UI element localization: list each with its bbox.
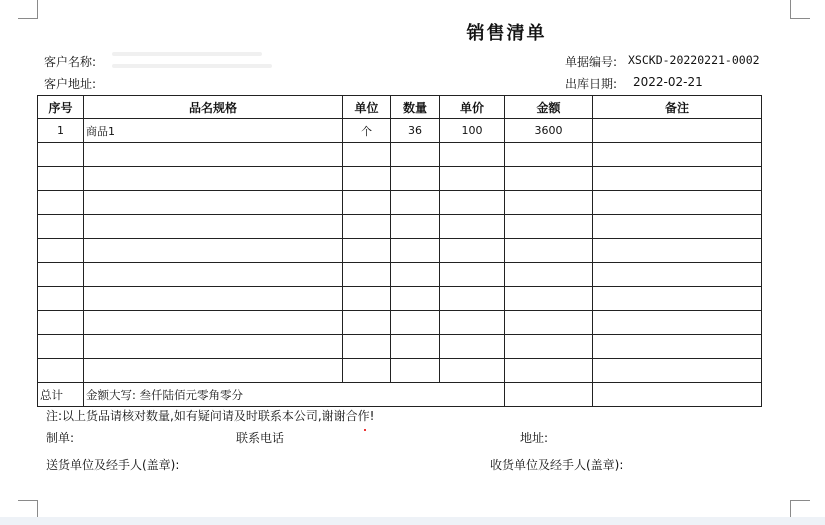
cell-quantity [391, 359, 440, 383]
phone-label: 联系电话 [236, 431, 285, 445]
cell-unit [343, 215, 391, 239]
total-remarks-cell [593, 383, 762, 407]
crop-mark [37, 0, 38, 18]
table-header-row [38, 96, 762, 119]
col-header-quantity: 数量 [391, 96, 440, 119]
total-amount-cell [505, 383, 593, 407]
cell-unit [343, 359, 391, 383]
table-row [38, 119, 762, 143]
col-header-product: 品名规格 [84, 96, 343, 119]
cell-quantity [391, 215, 440, 239]
cell-unit-price: 100 [440, 119, 505, 143]
cell-index [38, 287, 84, 311]
cell-amount [505, 335, 593, 359]
cell-unit: 个 [343, 119, 391, 143]
doc-number-label: 单据编号: [565, 55, 618, 69]
cell-unit [343, 287, 391, 311]
table-row [38, 143, 762, 167]
cell-remarks [593, 167, 762, 191]
amount-in-words: 金额大写: 叁仟陆佰元零角零分 [84, 383, 505, 407]
cell-unit [343, 239, 391, 263]
cell-product [84, 191, 343, 215]
cell-remarks [593, 263, 762, 287]
cell-quantity: 36 [391, 119, 440, 143]
cell-unit-price [440, 143, 505, 167]
cell-product [84, 311, 343, 335]
cell-index [38, 167, 84, 191]
cell-index [38, 215, 84, 239]
cell-amount [505, 287, 593, 311]
cell-index [38, 335, 84, 359]
table-row [38, 335, 762, 359]
window-bottom-strip [0, 517, 825, 525]
col-header-unit-price: 单价 [440, 96, 505, 119]
cell-unit-price [440, 239, 505, 263]
cell-index: 1 [38, 119, 84, 143]
cell-unit [343, 263, 391, 287]
customer-name-redacted [112, 64, 272, 68]
cell-amount [505, 215, 593, 239]
cell-product [84, 359, 343, 383]
cell-unit [343, 167, 391, 191]
col-header-amount: 金额 [505, 96, 593, 119]
cell-remarks [593, 311, 762, 335]
cell-remarks [593, 335, 762, 359]
table-row [38, 287, 762, 311]
cell-unit-price [440, 359, 505, 383]
col-header-remarks: 备注 [593, 96, 762, 119]
doc-number-value: XSCKD-20220221-0002 [628, 53, 760, 67]
crop-mark [18, 500, 38, 501]
sales-table [37, 95, 762, 407]
cell-amount [505, 239, 593, 263]
cell-index [38, 263, 84, 287]
cell-unit-price [440, 335, 505, 359]
cell-remarks [593, 143, 762, 167]
cell-quantity [391, 143, 440, 167]
cell-product [84, 239, 343, 263]
cell-remarks [593, 359, 762, 383]
cell-quantity [391, 287, 440, 311]
cell-remarks [593, 191, 762, 215]
cell-remarks [593, 239, 762, 263]
cell-quantity [391, 191, 440, 215]
cell-amount [505, 167, 593, 191]
cell-amount [505, 263, 593, 287]
footer-note: 注:以上货品请核对数量,如有疑问请及时联系本公司,谢谢合作! [46, 409, 375, 423]
customer-address-label: 客户地址: [44, 77, 97, 91]
total-row [38, 383, 762, 407]
cell-unit-price [440, 287, 505, 311]
crop-mark [790, 500, 791, 517]
cell-quantity [391, 311, 440, 335]
sender-signature-label: 送货单位及经手人(盖章): [46, 458, 180, 472]
table-row [38, 263, 762, 287]
cell-unit [343, 191, 391, 215]
col-header-index: 序号 [38, 96, 84, 119]
table-row [38, 311, 762, 335]
cell-index [38, 359, 84, 383]
cell-product [84, 287, 343, 311]
cell-amount [505, 191, 593, 215]
cell-unit-price [440, 191, 505, 215]
cell-index [38, 143, 84, 167]
receiver-signature-label: 收货单位及经手人(盖章): [490, 458, 624, 472]
address-label: 地址: [520, 431, 549, 445]
cell-unit [343, 311, 391, 335]
cell-quantity [391, 263, 440, 287]
cell-amount [505, 311, 593, 335]
cell-product [84, 215, 343, 239]
ship-date-value: 2022-02-21 [633, 75, 703, 89]
cell-product [84, 167, 343, 191]
ship-date-label: 出库日期: [565, 77, 618, 91]
stray-mark [364, 429, 366, 431]
maker-label: 制单: [46, 431, 75, 445]
cell-amount: 3600 [505, 119, 593, 143]
cell-unit-price [440, 167, 505, 191]
col-header-unit: 单位 [343, 96, 391, 119]
customer-name-label: 客户名称: [44, 55, 97, 69]
crop-mark [37, 500, 38, 517]
cell-product: 商品1 [84, 119, 343, 143]
document-title: 销售清单 [466, 23, 547, 44]
cell-index [38, 239, 84, 263]
customer-name-redacted [112, 52, 262, 56]
total-label: 总计 [38, 383, 84, 407]
cell-index [38, 191, 84, 215]
cell-remarks [593, 119, 762, 143]
cell-quantity [391, 335, 440, 359]
crop-mark [790, 500, 810, 501]
table-row [38, 215, 762, 239]
cell-remarks [593, 287, 762, 311]
cell-unit [343, 335, 391, 359]
cell-unit [343, 143, 391, 167]
cell-unit-price [440, 263, 505, 287]
crop-mark [790, 0, 791, 18]
cell-product [84, 143, 343, 167]
cell-quantity [391, 239, 440, 263]
cell-unit-price [440, 311, 505, 335]
cell-quantity [391, 167, 440, 191]
table-row [38, 359, 762, 383]
cell-product [84, 335, 343, 359]
table-row [38, 191, 762, 215]
cell-product [84, 263, 343, 287]
cell-unit-price [440, 215, 505, 239]
table-row [38, 167, 762, 191]
table-row [38, 239, 762, 263]
cell-remarks [593, 215, 762, 239]
cell-amount [505, 143, 593, 167]
cell-index [38, 311, 84, 335]
cell-amount [505, 359, 593, 383]
